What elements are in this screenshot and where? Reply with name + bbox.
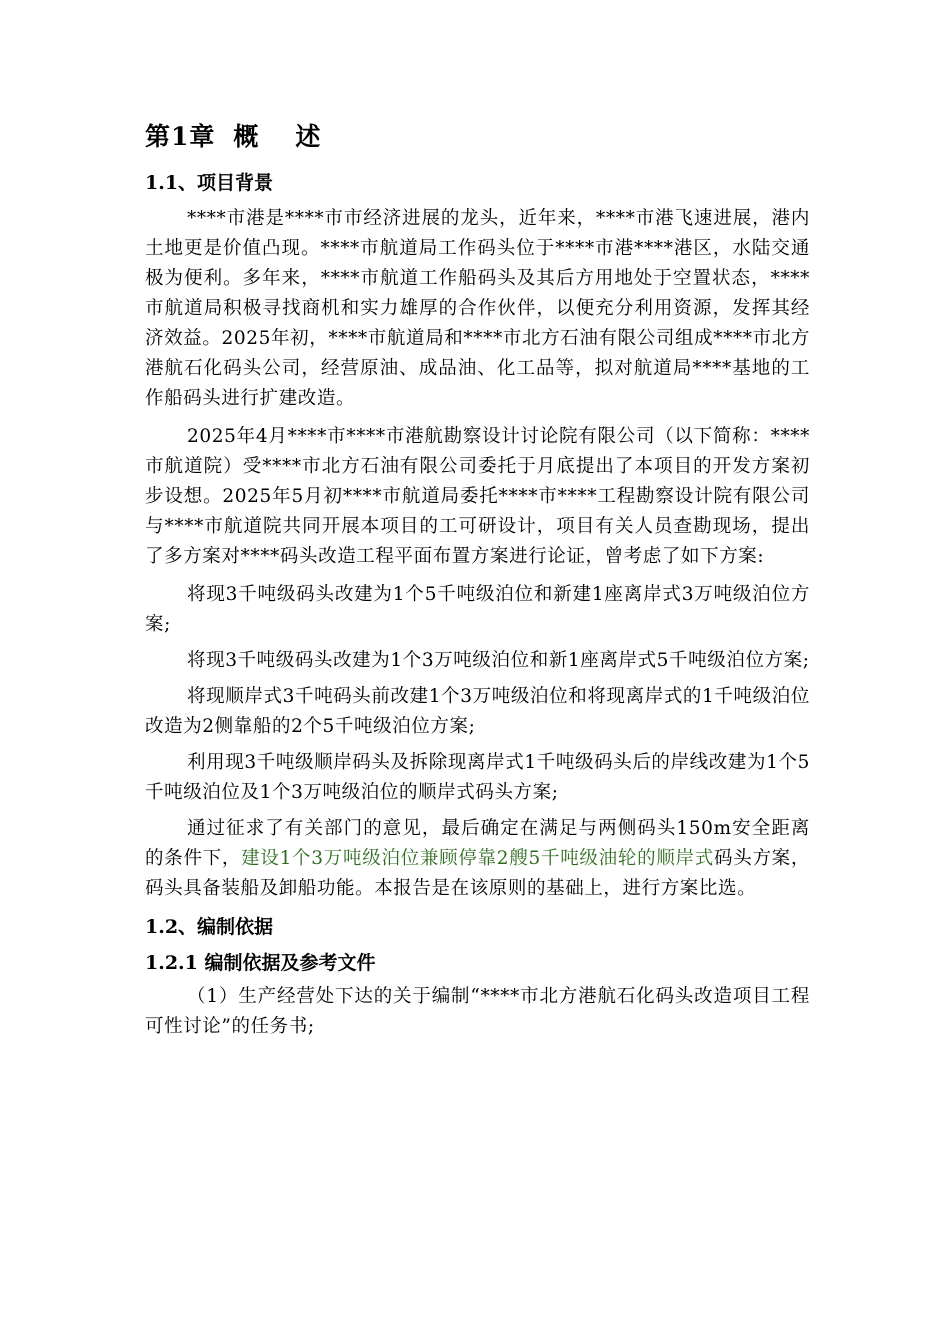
subsection-heading-1-2-1: 1.2.1 编制依据及参考文件 bbox=[145, 952, 376, 974]
conclusion-paragraph bbox=[145, 814, 810, 904]
conclusion-highlight: 建设1个3万吨级泊位兼顾停靠2艘5千吨级油轮的顺岸式 bbox=[241, 848, 714, 869]
basis-item-1: （1）生产经营处下达的关于编制“****市北方港航石化码头改造项目工程可性讨论”的任务书; bbox=[145, 986, 810, 1037]
option-paragraph-2: 将现3千吨级码头改建为1个3万吨级泊位和新1座离岸式5千吨级泊位方案; bbox=[187, 650, 810, 671]
section-heading-1-2: 1.2、编制依据 bbox=[145, 916, 274, 938]
option-paragraph-1: 将现3千吨级码头改建为1个5千吨级泊位和新建1座离岸式3万吨级泊位方案; bbox=[145, 584, 810, 635]
background-paragraph-1: ****市港是****市市经济进展的龙头，近年来，****市港飞速进展，港内土地更是价值凸现。****市航道局工作码头位于****市港****港区，水陆交通极为便利。多年来，****市航道工作船码头及其后方用地处于空置状态，****市航道局积极寻找商机和实力雄厚的合作伙伴，以便充分利用资源，发挥其经济效益。2025年初，****市航道局和****市北方石油有限公司组成****市北方港航石化码头公司，经营原油、成品油、化工品等，拟对航道局****基地的工作船码头进行扩建改造。 bbox=[145, 208, 810, 409]
section-heading-1-1: 1.1、项目背景 bbox=[145, 172, 274, 194]
chapter-title bbox=[145, 118, 810, 156]
chapter-number: 第1章 bbox=[145, 122, 216, 151]
chapter-title-char-2: 述 bbox=[295, 122, 322, 151]
option-paragraph-3: 将现顺岸式3千吨码头前改建1个3万吨级泊位和将现离岸式的1千吨级泊位改造为2侧靠船的2个5千吨级泊位方案; bbox=[145, 686, 810, 737]
chapter-title-char-1: 概 bbox=[233, 122, 260, 151]
conclusion-text-start: 通过征求了有关部门的意见，最后确定在满足与两侧码头150m安全距离的条件下， bbox=[145, 818, 810, 869]
option-paragraph-4: 利用现3千吨级顺岸码头及拆除现离岸式1千吨级码头后的岸线改建为1个5千吨级泊位及1个3万吨级泊位的顺岸式码头方案; bbox=[145, 752, 810, 803]
conclusion-text-end: 码头方案，码头具备装船及卸船功能。本报告是在该原则的基础上，进行方案比选。 bbox=[145, 848, 810, 899]
background-paragraph-2: 2025年4月****市****市港航勘察设计讨论院有限公司（以下简称：****市航道院）受****市北方石油有限公司委托于月底提出了本项目的开发方案初步设想。2025年5月初****市航道局委托****市****工程勘察设计院有限公司与****市航道院共同开展本项目的工可研设计，项目有关人员查勘现场，提出了多方案对****码头改造工程平面布置方案进行论证，曾考虑了如下方案: bbox=[145, 426, 810, 567]
document-page bbox=[145, 118, 810, 1050]
